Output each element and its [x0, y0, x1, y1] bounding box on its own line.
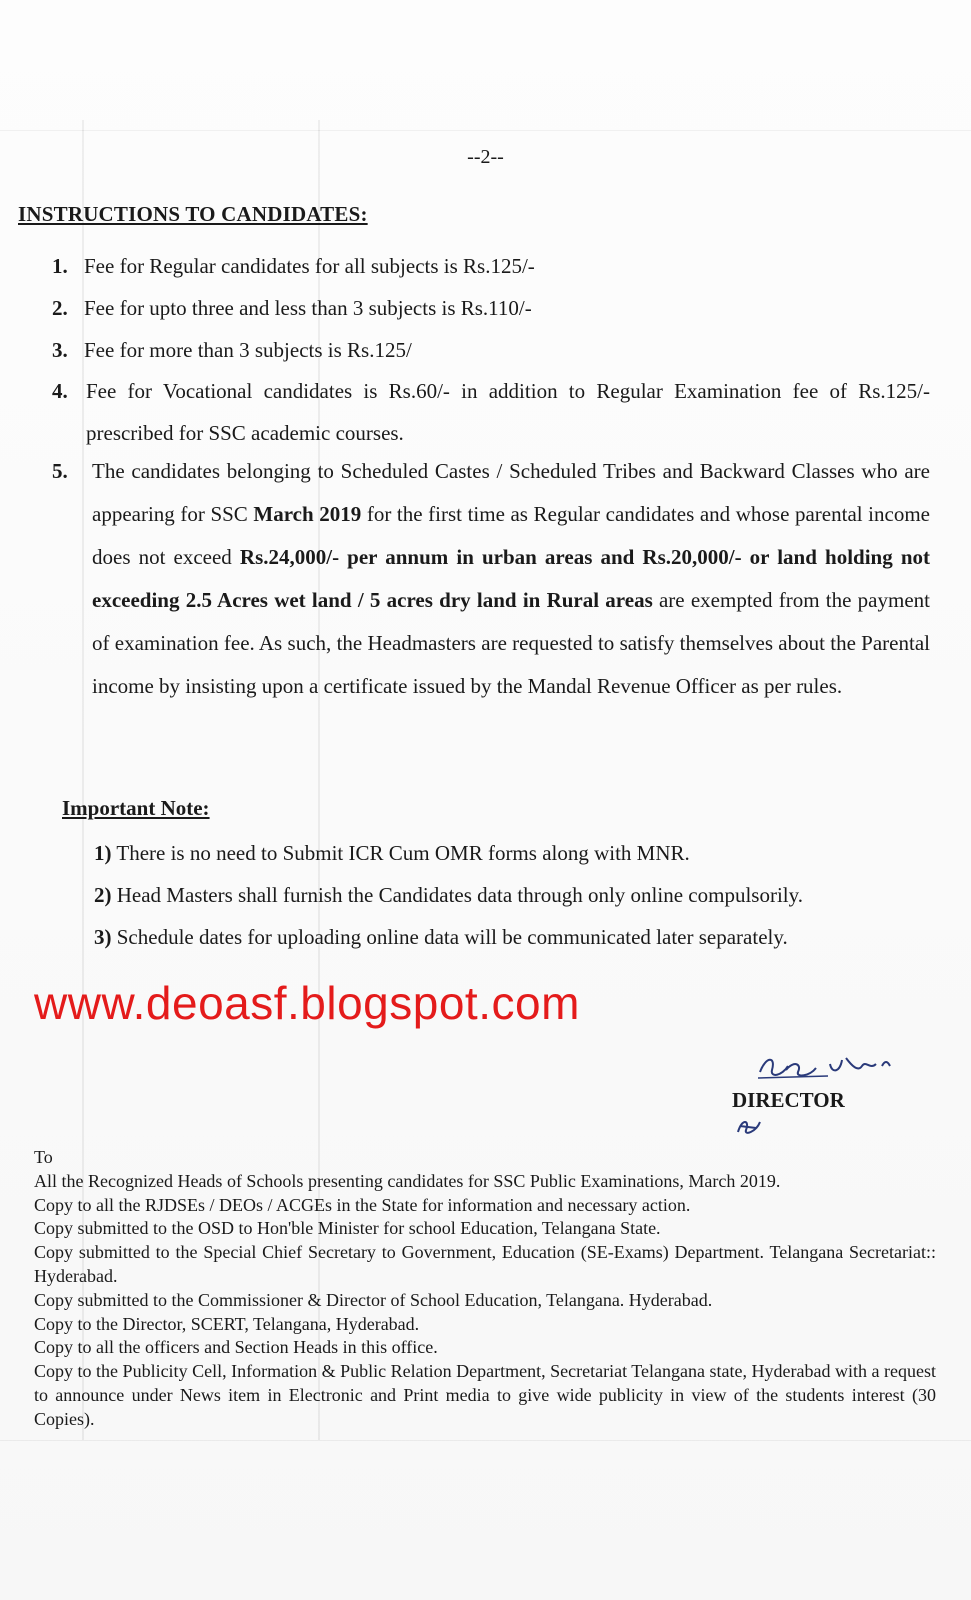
item-text: Fee for more than 3 subjects is Rs.125/: [84, 338, 412, 362]
distribution-line: Copy to all the officers and Section Heads in this office.: [34, 1337, 438, 1358]
note-number: 3): [94, 925, 112, 949]
distribution-line: Copy to the Director, SCERT, Telangana, Hyderabad.: [34, 1313, 420, 1334]
distribution-line: To: [34, 1147, 53, 1167]
item-number: 2.: [52, 296, 68, 320]
item-text-bold: March 2019: [253, 502, 362, 526]
item-text-part: for the first time as Regular candidates and whose parental income does not exceed: [92, 502, 930, 569]
page-number: --2--: [467, 146, 504, 168]
bleed-line: [0, 1440, 971, 1441]
watermark-url: www.deoasf.blogspot.com: [34, 977, 580, 1029]
instruction-item: [52, 370, 930, 454]
bleed-line: [0, 130, 971, 131]
note-number: 1): [94, 841, 112, 865]
instruction-item-exemption: [52, 450, 930, 708]
note-item: [94, 922, 788, 952]
instruction-item: [52, 244, 535, 288]
distribution-line: Copy submitted to the Special Chief Secretary to Government, Education (SE-Exams) Department. Telangana Secretariat:: Hyderabad.: [34, 1242, 936, 1286]
note-number: 2): [94, 883, 112, 907]
instruction-item: [52, 328, 412, 372]
distribution-line: Copy submitted to the OSD to Hon'ble Minister for school Education, Telangana State.: [34, 1218, 661, 1239]
initial-mark-icon: [734, 1114, 764, 1138]
distribution-line: Copy to the Publicity Cell, Information & Public Relation Department, Secretariat Telangana state, Hyderabad with a request to announce under News item in Electronic and Print media to give wide publicity in view of the students interest (30 Copies).: [34, 1361, 936, 1429]
note-item: [94, 838, 690, 868]
item-number: 4.: [52, 379, 68, 403]
instructions-heading: INSTRUCTIONS TO CANDIDATES:: [18, 202, 368, 226]
item-text-bold: Rs.24,000/- per annum in urban areas and Rs.20,000/- or land holding not exceeding 2.5 Acres wet land / 5 acres dry land in Rural areas: [92, 545, 930, 612]
note-text: Schedule dates for uploading online data will be communicated later separately.: [116, 925, 788, 949]
distribution-list: [34, 1146, 936, 1432]
item-number: 5.: [52, 459, 68, 483]
item-number: 3.: [52, 338, 68, 362]
note-text: There is no need to Submit ICR Cum OMR forms along with MNR.: [116, 841, 690, 865]
distribution-line: Copy to all the RJDSEs / DEOs / ACGEs in the State for information and necessary action.: [34, 1194, 691, 1215]
important-note-title: Important Note:: [62, 796, 210, 820]
item-text: Fee for upto three and less than 3 subjects is Rs.110/-: [84, 296, 532, 320]
item-text-part: The candidates belonging to Scheduled Castes / Scheduled Tribes and Backward Classes who are appearing for SSC: [92, 459, 930, 526]
item-number: 1.: [52, 254, 68, 278]
item-text: Fee for Regular candidates for all subjects is Rs.125/-: [84, 254, 535, 278]
distribution-line: Copy submitted to the Commissioner & Director of School Education, Telangana. Hyderabad.: [34, 1289, 713, 1310]
item-text-part: are exempted from the payment of examination fee. As such, the Headmasters are requested to satisfy themselves about the Parental income by insisting upon a certificate issued by the Mandal Revenue Officer as per rules.: [92, 588, 930, 698]
distribution-line: All the Recognized Heads of Schools presenting candidates for SSC Public Examinations, March 2019.: [34, 1170, 781, 1191]
note-item: [94, 880, 803, 910]
signatory-title: DIRECTOR: [732, 1088, 845, 1112]
note-text: Head Masters shall furnish the Candidates data through only online compulsorily.: [116, 883, 804, 907]
instruction-item: [52, 286, 532, 330]
item-text: Fee for Vocational candidates is Rs.60/- in addition to Regular Examination fee of Rs.125/- prescribed for SSC academic courses.: [86, 379, 930, 445]
item-text: [92, 450, 930, 708]
signature-icon: [758, 1046, 918, 1086]
